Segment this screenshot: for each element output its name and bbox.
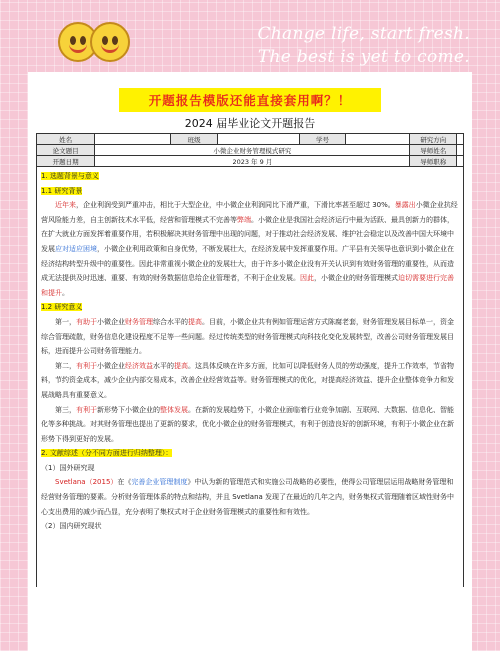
emphasis-text: 有助于	[76, 317, 97, 326]
body-text: ，小微企业利用政策和自身优势，不断发展壮大，在经济发展中发挥重要作用。广平县有关领导也意识到小微企业在经济结构转型升级中的重要性。因此非常重视小微企业的发展壮大，由于许多小微企业没有开关认识到有效财务管理的重要性，从而造成无法提供及时迅速、重要、有效的财务数据信息给企业管理者，不利于企业发展。	[41, 244, 454, 283]
emphasis-text: 应对适应困境	[55, 244, 97, 253]
label-thesis-title: 论文题目	[37, 145, 95, 156]
body-text: 第三，	[55, 405, 76, 414]
report-content	[36, 167, 464, 587]
value-class	[217, 134, 299, 145]
emphasis-text: 提高	[188, 317, 202, 326]
label-advisor-name: 导师姓名	[410, 145, 457, 156]
section-heading-text: 2. 文献综述（分不同方面进行归纳整理）：	[41, 449, 173, 458]
body-text: 新形势下小微企业的	[97, 405, 160, 414]
emphasis-text: 弊端	[237, 215, 251, 224]
label-research-direction: 研究方向	[410, 134, 457, 145]
value-advisor-name	[457, 145, 464, 156]
label-student-id: 学号	[299, 134, 346, 145]
section-heading-2	[41, 446, 459, 461]
document-sheet	[28, 72, 472, 651]
document-title: 2024 届毕业论文开题报告	[184, 117, 316, 130]
slogan-line-1: Change life, start fresh.	[257, 24, 470, 44]
section-heading-text: 1.2 研究意义	[41, 303, 83, 312]
literature-label-domestic: （2）国内研究现状	[41, 522, 102, 531]
body-text: 小微企业	[97, 361, 125, 370]
emphasis-text: 近年来	[55, 201, 76, 210]
body-text: 综合水平的	[153, 317, 188, 326]
emphasis-text: 迫切需要进行完善和提升	[41, 274, 454, 297]
label-advisor-title: 导师职称	[410, 156, 457, 167]
emphasis-text: 有利于	[76, 405, 97, 414]
section-heading-1-1	[41, 184, 459, 199]
paragraph-significance-1	[41, 315, 459, 359]
body-text: 第二，	[55, 361, 76, 370]
body-text: 小微企业	[97, 317, 125, 326]
emphasis-text: 有利于	[76, 361, 97, 370]
value-research-direction	[457, 134, 464, 145]
body-text: 。在新的发展趋势下，小微企业面临着行业竞争加剧、互联网、大数据、信息化、智能化等多种挑战。对其财务管理也提出了更新的要求，优化小微企业的财务管理模式，有利于创造良好的创新环境，有利于小微企业在新形势下得到更好的发展。	[41, 405, 454, 443]
emphasis-text: 财务管理	[125, 317, 153, 326]
emphasis-text: 因此	[300, 274, 314, 283]
section-heading-1-2	[41, 300, 459, 315]
info-row-1	[37, 134, 464, 145]
emphasis-text: 暴露出	[394, 201, 416, 210]
smiley-mouth	[101, 42, 119, 53]
body-text: ，小微企业的财务管理模式	[314, 274, 398, 283]
info-row-3	[37, 156, 464, 167]
body-text: 水平的	[153, 361, 174, 370]
info-table	[36, 133, 464, 167]
paragraph-significance-3	[41, 403, 459, 447]
body-text: 。小微企业是我国社会经济运行中最为活跃、最具创新力的群体，在扩大就业方面发挥着重要作用，若积极解决其财务管理中出现的问题，对于推动社会经济发展、维护社会稳定以及改善中国大环境中发展	[41, 215, 454, 253]
label-name: 姓名	[37, 134, 95, 145]
smiley-face-icon	[90, 22, 130, 62]
literature-label-foreign: （1）国外研究现	[41, 463, 95, 472]
body-text: 第一，	[55, 317, 76, 326]
section-heading-text: 1. 选题背景与意义	[41, 172, 99, 180]
body-text: 。	[62, 288, 69, 297]
value-student-id	[346, 134, 410, 145]
label-class: 班级	[171, 134, 218, 145]
label-start-date: 开题日期	[37, 156, 95, 167]
emphasis-text: 经济效益	[125, 361, 153, 370]
info-row-2	[37, 145, 464, 156]
paragraph-significance-2	[41, 359, 459, 403]
value-advisor-title	[457, 156, 464, 167]
body-text: 新的管理范式和实施公司战略的必要性，使得公司管理层运用战略财务管理和经营财务管理的要素。分析财务管理体系的特点和结构，并且 Svetlana 发现了在最近的几年之内，财务集权式管理随着区域性财务中心支出费用的减少而凸显，充分表明了集权式对于企业财务管理模式的重要性和有效性。	[41, 478, 455, 516]
body-text: ，企业利润受到严重冲击，相比于大型企业，中小微企业利润同比下滑严重，下滑比率甚至超过 30%。	[76, 201, 395, 210]
emphasis-text: Svetlana（2015）	[55, 478, 118, 487]
paragraph-background	[41, 198, 459, 300]
paragraph-literature-foreign	[41, 475, 459, 519]
emphasis-text: 整体发展	[160, 405, 188, 414]
value-thesis-title: 小微企业财务管理模式研究	[95, 145, 410, 156]
section-heading-text: 1.1 研究背景	[41, 186, 83, 195]
body-text: 。目前，小微企业共有例如管理运营方式陈腐老套，财务管理发展目标单一，资金综合管理疏散，财务信息化建设程度不足等一些问题。经过传统类型的财务管理模式向科技化变化发展转型，改善公司财务管理发展目标，进而提升公司财务管理能力。	[41, 317, 454, 356]
body-text: 》中认为	[187, 478, 216, 487]
body-text: 。这具体反映在许多方面，比如可以降低财务人员的劳动强度，提升工作效率，节省物料，节约资金成本，减少企业内部交易成本，改善企业经营效益等。财务管理模式的优化，对提高经济效益、提升企业整体竞争力和发展战略具有重要意义。	[41, 361, 454, 399]
slogan-line-2: The best is yet to come.	[257, 47, 470, 67]
value-name	[95, 134, 171, 145]
headline-banner: 开题报告模版还能直接套用啊？！	[119, 88, 381, 112]
smiley-mouth	[69, 42, 87, 53]
body-text: 小微企业抗经营风险能力差，自主创新技术水平低，经营和管理模式不完善等	[41, 201, 458, 224]
emphasis-text: 提高	[174, 361, 188, 370]
body-text: 在《	[117, 478, 132, 487]
value-start-date: 2023 年 9 月	[95, 156, 410, 167]
emphasis-text: 完善企业管理制度	[131, 478, 188, 487]
section-heading-1	[41, 169, 459, 184]
